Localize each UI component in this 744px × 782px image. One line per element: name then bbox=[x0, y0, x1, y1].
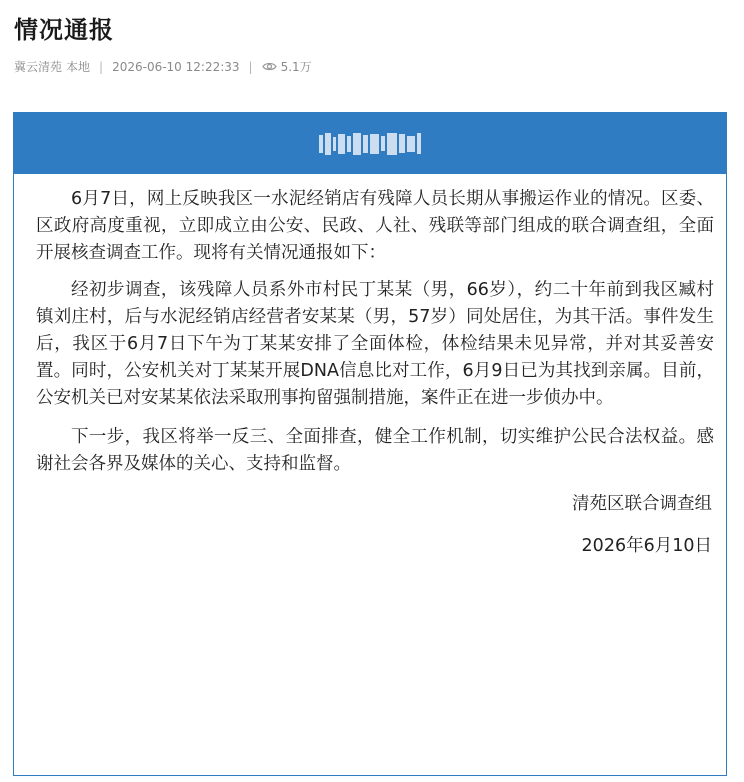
blurred-heading-image bbox=[319, 131, 421, 157]
notice-paragraph: 6月7日，网上反映我区一水泥经销店有残障人员长期从事搬运作业的情况。区委、区政府高度重视，立即成立由公安、民政、人社、残联等部门组成的联合调查组，全面开展核查调查工作。现将有关情况通报如下： bbox=[36, 189, 714, 263]
source-name[interactable]: 冀云清苑 bbox=[14, 60, 63, 74]
notice-header-banner bbox=[14, 113, 726, 174]
meta-divider: | bbox=[248, 59, 253, 74]
notice-paragraph: 经初步调查，该残障人员系外市村民丁某某（男，66岁），约二十年前到我区臧村镇刘庄村，后与水泥经销店经营者安某某（男，57岁）同处居住，为其干活。事件发生后，我区于6月7日下午为丁某某安排了全面体检，体检结果未见异常，并对其妥善安置。同时，公安机关对丁某某开展DNA信息比对工作，6月9日已为其找到亲属。目前，公安机关已对安某某依法采取刑事拘留强制措施，案件正在进一步侦办中。 bbox=[36, 280, 714, 408]
publish-timestamp: 2026-06-10 12:22:33 bbox=[112, 59, 240, 74]
notice-card bbox=[13, 112, 727, 776]
notice-body bbox=[14, 174, 726, 560]
notice-paragraph: 下一步，我区将举一反三、全面排查，健全工作机制，切实维护公民合法权益。感谢社会各界及媒体的关心、支持和监督。 bbox=[36, 427, 714, 474]
meta-divider: | bbox=[99, 59, 104, 74]
eye-icon bbox=[262, 61, 277, 72]
article-title: 情况通报 bbox=[14, 16, 114, 44]
notice-signature: 清苑区联合调查组 bbox=[572, 494, 712, 514]
view-count: 5.1万 bbox=[280, 60, 312, 74]
article-meta bbox=[14, 58, 312, 75]
notice-date: 2026年6月10日 bbox=[581, 536, 712, 556]
location-tag: 本地 bbox=[66, 60, 91, 74]
